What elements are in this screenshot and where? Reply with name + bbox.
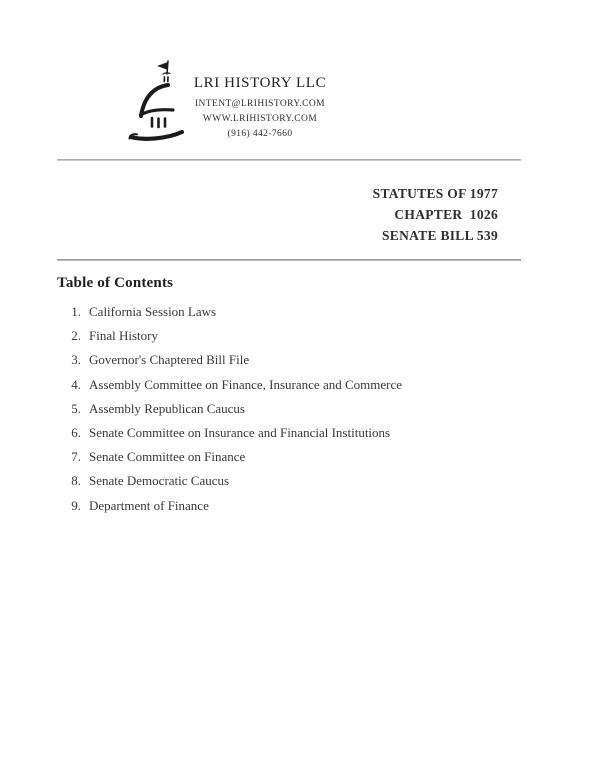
toc-item-label: Senate Democratic Caucus [89,473,230,489]
toc-item [68,445,402,469]
reference-line-bill: SENATE BILL 539 [381,228,498,243]
toc-item-label: California Session Laws [89,304,217,319]
toc-item-number: 1. [71,304,81,319]
toc-item-number: 2. [71,328,81,344]
statute-reference-block [373,183,498,246]
reference-line-statutes: STATUTES OF 1977 [372,186,498,201]
divider-top [57,159,521,161]
toc-item-number: 8. [71,473,81,489]
company-contact-block [150,75,370,139]
toc-item-number: 7. [71,449,81,465]
toc-item-number: 3. [71,352,81,368]
toc-item-number: 9. [71,497,81,513]
toc-item-number: 4. [71,376,81,392]
toc-item [68,300,402,324]
toc-item-label: Assembly Committee on Finance, Insurance and Commerce [89,376,403,392]
toc-item-label: Senate Committee on Finance [89,449,246,465]
company-phone: (916) 442-7660 [227,129,293,139]
toc-item [68,397,402,421]
company-name: LRI HISTORY LLC [193,75,327,91]
toc-list [68,300,402,518]
toc-item-label: Department of Finance [89,497,209,513]
toc-item [68,494,402,518]
toc-item [68,421,402,445]
reference-line-chapter: CHAPTER 1026 [394,207,498,222]
toc-item-label: Governor's Chaptered Bill File [89,352,250,368]
toc-item [68,324,402,348]
toc-item-label: Final History [89,328,158,344]
toc-item-number: 5. [71,400,81,416]
company-website: WWW.LRIHISTORY.COM [202,114,318,124]
divider-bottom [57,259,521,261]
toc-title: Table of Contents [57,275,174,291]
company-email: INTENT@LRIHISTORY.COM [194,99,325,109]
toc-item [68,373,402,397]
toc-item-number: 6. [71,424,81,440]
toc-item [68,348,402,372]
toc-item-label: Senate Committee on Insurance and Financial Institutions [89,424,391,440]
toc-item-label: Assembly Republican Caucus [89,400,245,416]
toc-item [68,469,402,493]
